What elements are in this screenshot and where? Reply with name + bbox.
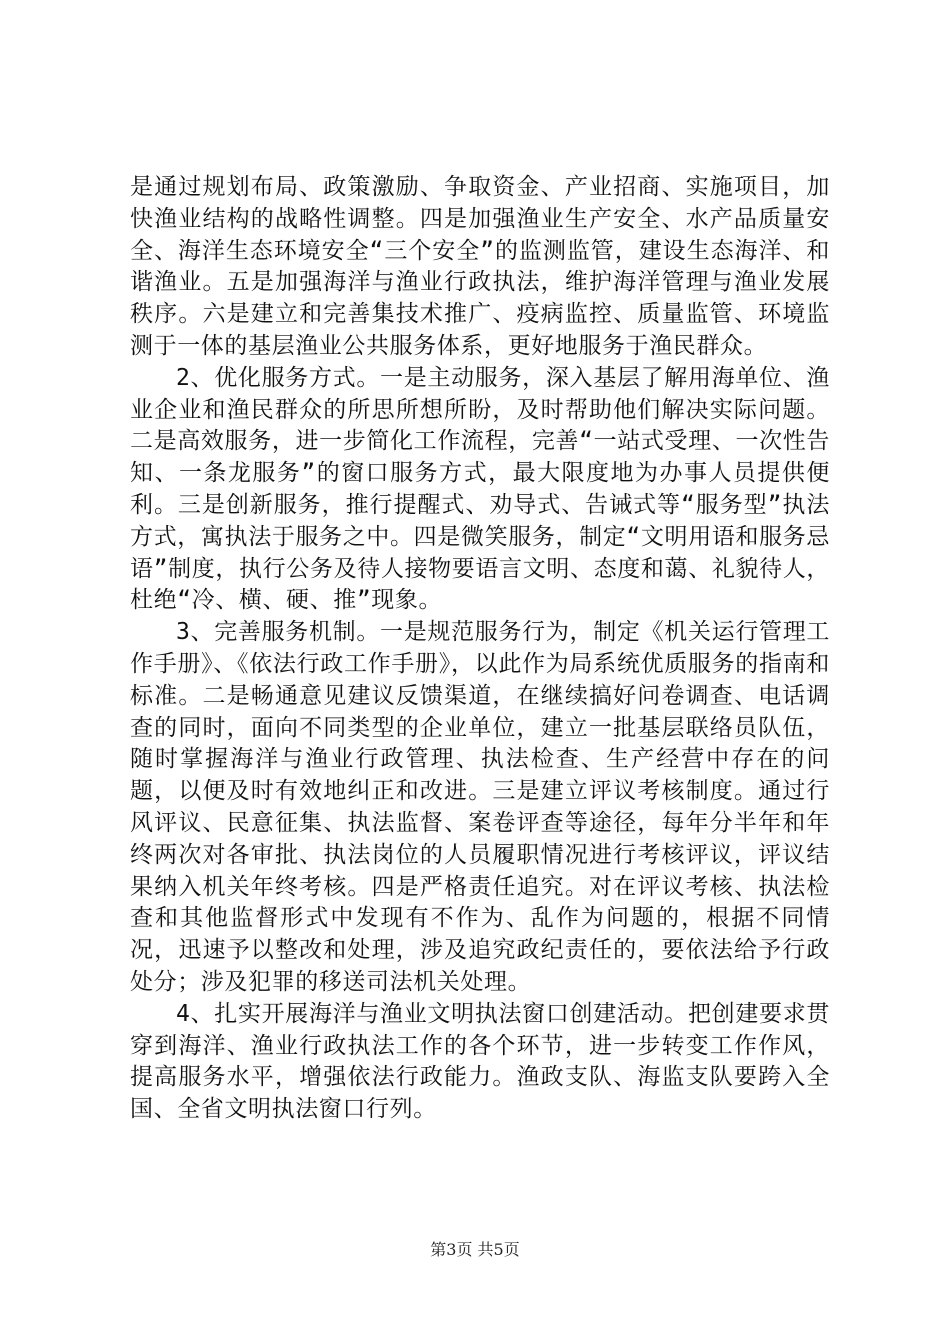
paragraph-civilized-enforcement: 4、扎实开展海洋与渔业文明执法窗口创建活动。把创建要求贯穿到海洋、渔业行政执法工作的各个环节，进一步转变工作作风，提高服务水平，增强依法行政能力。渔政支队、海监支队要跨入全国、全省文明执法窗口行列。 [130,1000,830,1123]
paragraph-optimize-service: 2、优化服务方式。一是主动服务，深入基层了解用海单位、渔业企业和渔民群众的所思所想所盼，及时帮助他们解决实际问题。二是高效服务，进一步简化工作流程，完善“一站式受理、一次性告知、一条龙服务”的窗口服务方式，最大限度地为办事人员提供便利。三是创新服务，推行提醒式、劝导式、告诫式等“服务型”执法方式，寓执法于服务之中。四是微笑服务，制定“文明用语和服务忌语”制度，执行公务及待人接物要语言文明、态度和蔼、礼貌待人，杜绝“冷、横、硬、推”现象。 [130,364,830,614]
page-number-footer: 第3页 共5页 [430,1240,520,1259]
paragraph-improve-mechanism: 3、完善服务机制。一是规范服务行为，制定《机关运行管理工作手册》、《依法行政工作手册》，以此作为局系统优质服务的指南和标准。二是畅通意见建议反馈渠道，在继续搞好问卷调查、电话调查的同时，面向不同类型的企业单位，建立一批基层联络员队伍，随时掌握海洋与渔业行政管理、执法检查、生产经营中存在的问题，以便及时有效地纠正和改进。三是建立评议考核制度。通过行风评议、民意征集、执法监督、案卷评查等途径，每年分半年和年终两次对各审批、执法岗位的人员履职情况进行考核评议，评议结果纳入机关年终考核。四是严格责任追究。对在评议考核、执法检查和其他监督形式中发现有不作为、乱作为问题的，根据不同情况，迅速予以整改和处理，涉及追究政纪责任的，要依法给予行政处分；涉及犯罪的移送司法机关处理。 [130,619,830,995]
document-body [130,172,830,1126]
paragraph-continued: 是通过规划布局、政策激励、争取资金、产业招商、实施项目，加快渔业结构的战略性调整。四是加强渔业生产安全、水产品质量安全、海洋生态环境安全“三个安全”的监测监管，建设生态海洋、和谐渔业。五是加强海洋与渔业行政执法，维护海洋管理与渔业发展秩序。六是建立和完善集技术推广、疫病监控、质量监管、环境监测于一体的基层渔业公共服务体系，更好地服务于渔民群众。 [130,174,830,359]
